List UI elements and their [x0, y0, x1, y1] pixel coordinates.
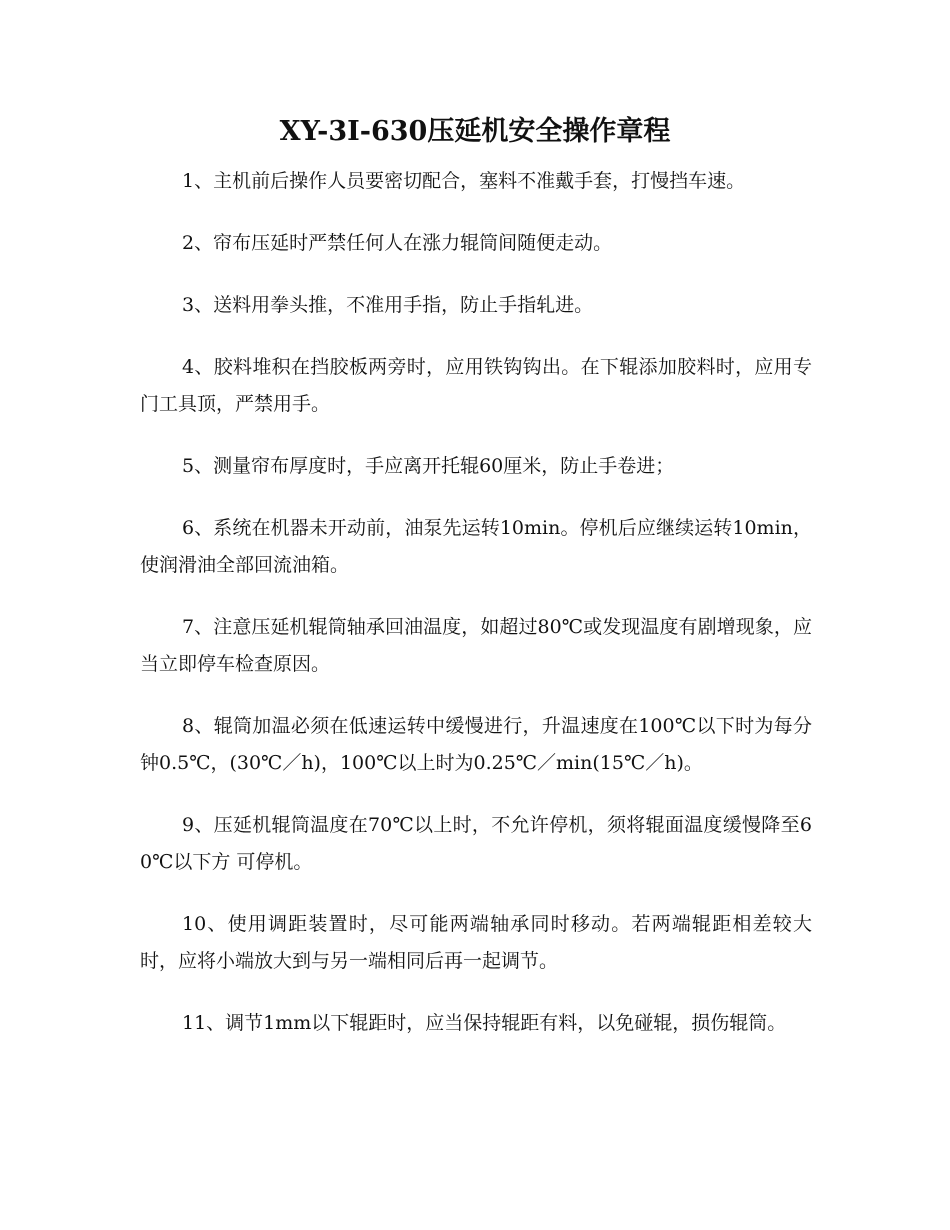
paragraph-7: 7、注意压延机辊筒轴承回油温度，如超过80℃或发现温度有剧增现象，应当立即停车检查原因。 [140, 616, 812, 675]
paragraph-9: 9、压延机辊筒温度在70℃以上时，不允许停机，须将辊面温度缓慢降至60℃以下方 可停机。 [140, 814, 812, 873]
paragraph-11: 11、调节1mm以下辊距时，应当保持辊距有料，以免碰辊，损伤辊筒。 [182, 1012, 787, 1034]
paragraph-2: 2、帘布压延时严禁任何人在涨力辊筒间随便走动。 [182, 232, 613, 254]
paragraph-1: 1、主机前后操作人员要密切配合，塞料不准戴手套，打慢挡车速。 [182, 170, 746, 192]
document-body [140, 163, 812, 1067]
document-title: XY-3I-630压延机安全操作章程 [279, 116, 671, 147]
paragraph-8: 8、辊筒加温必须在低速运转中缓慢进行，升温速度在100℃以下时为每分钟0.5℃，(30℃／h)，100℃以上时为0.25℃／min(15℃／h)。 [140, 715, 812, 774]
paragraph-4: 4、胶料堆积在挡胶板两旁时，应用铁钩钩出。在下辊添加胶料时，应用专门工具顶，严禁用手。 [140, 356, 812, 415]
paragraph-3: 3、送料用拳头推，不准用手指，防止手指轧进。 [182, 294, 594, 316]
paragraph-5: 5、测量帘布厚度时，手应离开托辊60厘米，防止手卷进； [182, 455, 675, 477]
paragraph-6: 6、系统在机器未开动前，油泵先运转10min。停机后应继续运转10min，使润滑油全部回流油箱。 [140, 517, 812, 576]
paragraph-10: 10、使用调距装置时，尽可能两端轴承同时移动。若两端辊距相差较大时，应将小端放大到与另一端相同后再一起调节。 [140, 913, 812, 972]
